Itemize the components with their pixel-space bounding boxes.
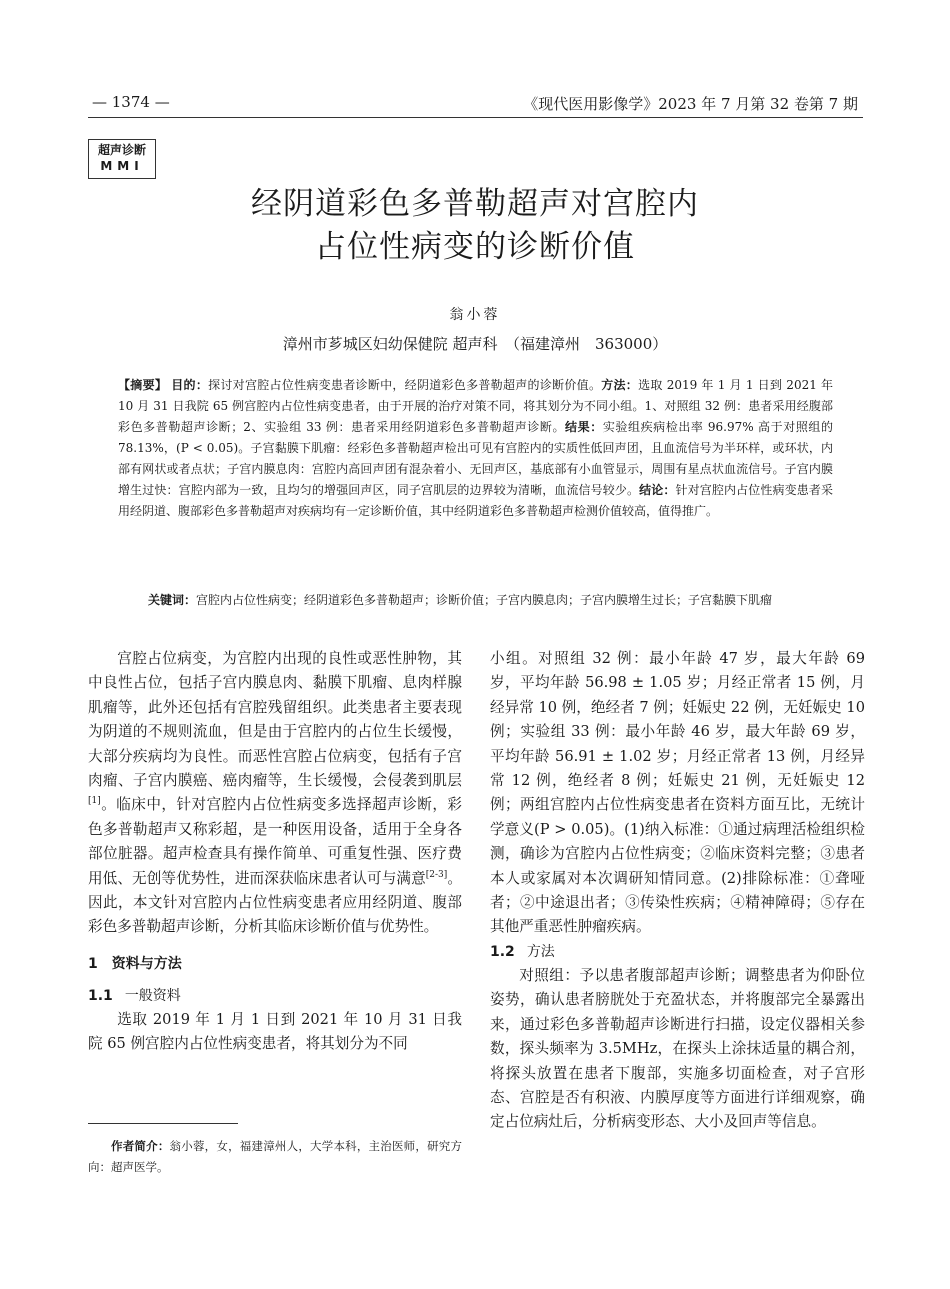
- column-tag-cn: 超声诊断: [97, 143, 146, 157]
- author-footnote: [88, 1136, 462, 1178]
- affiliation: 漳州市芗城区妇幼保健院 超声科 （福建漳州 363000）: [282, 335, 668, 353]
- result-text: 实验组疾病检出率 96.97% 高于对照组的 78.13%，(P < 0.05)。子宫黏膜下肌瘤：经彩色多普勒超声检出可见有宫腔内的实质性低回声团，且血流信号为半环样，或环状，内部有网状或者点状；子宫内膜息肉：宫腔内高回声团有混杂着小、无回声区，基底部有小血管显示，周围有星点状血流信号。子宫内膜增生过快：宫腔内部为一致，且均匀的增强回声区，同子宫肌层的边界较为清晰，血流信号较少。: [118, 420, 833, 497]
- keywords: [118, 590, 833, 611]
- footnote-label: 作者简介：: [111, 1139, 170, 1153]
- intro-paragraph: [88, 647, 462, 940]
- page-number: — 1374 —: [92, 93, 170, 111]
- general-info-paragraph: 选取 2019 年 1 月 1 日到 2021 年 10 月 31 日我院 65 例宫腔内占位性病变患者，将其划分为不同: [88, 1010, 462, 1053]
- author: 翁小蓉: [449, 307, 501, 323]
- citation-2-3: [2-3]: [425, 869, 448, 880]
- subsection-title: 方法: [526, 943, 555, 960]
- keywords-label: 关键词：: [148, 593, 197, 607]
- objective-text: 探讨对宫腔占位性病变患者诊断中，经阴道彩色多普勒超声的诊断价值。: [208, 378, 602, 392]
- abstract: [118, 375, 833, 522]
- subsection-title: 一般资料: [124, 987, 181, 1004]
- footnote-text: 翁小蓉，女，福建漳州人，大学本科，主治医师，研究方向：超声医学。: [88, 1139, 463, 1174]
- column-tag: [88, 139, 156, 179]
- method-paragraph: 对照组：予以患者腹部超声诊断；调整患者为仰卧位姿势，确认患者膀胱处于充盈状态，并将腹部完全暴露出来，通过彩色多普勒超声诊断进行扫描，设定仪器相关参数，探头频率为 3.5MHz，在探头上涂抹适量的耦合剂，将探头放置在患者下腹部，实施多切面检查，对子宫形态、宫腔是否有积液、内膜厚度等方面进行详细观察，确定占位病灶后，分析病变形态、大小及回声等信息。: [490, 966, 865, 1131]
- objective-label: 目的：: [171, 378, 209, 392]
- conclusion-label: 结论：: [639, 483, 676, 497]
- section-heading-1: 1 资料与方法: [88, 955, 182, 972]
- title-line-2: 占位性病变的诊断价值: [315, 229, 635, 265]
- general-info-paragraph-cont: 小组。对照组 32 例：最小年龄 47 岁，最大年龄 69 岁，平均年龄 56.98 ± 1.05 岁；月经正常者 15 例，月经异常 10 例，绝经者 7 例；妊娠史 22 例，无妊娠史 10 例；实验组 33 例：最小年龄 46 岁，最大年龄 69 岁，平均年龄 56.91 ± 1.02 岁；月经正常者 13 例，月经异常 12 例，绝经者 8 例；妊娠史 21 例，无妊娠史 12 例；两组宫腔内占位性病变患者在资料方面互比，无统计学意义(P > 0.05)。(1)纳入标准：①通过病理活检组织检测，确诊为宫腔内占位性病变；②临床资料完整；③患者本人或家属对本次调研知情同意。(2)排除标准：①聋哑者；②中途退出者；③传染性疾病；④精神障碍；⑤存在其他严重恶性肿瘤疾病。: [490, 650, 865, 936]
- header-rule: [88, 117, 863, 118]
- right-column: [490, 647, 865, 1135]
- abstract-label: 【摘要】: [118, 378, 168, 392]
- column-tag-en: MMI: [100, 158, 144, 173]
- intro-text-2: 。临床中，针对宫腔内占位性病变多选择超声诊断，彩色多普勒超声又称彩超，是一种医用设备，适用于全身各部位脏器。超声检查具有操作简单、可重复性强、医疗费用低、无创等优势性，进而深获临床患者认可与满意: [88, 796, 462, 887]
- intro-text-3: 。因此，本文针对宫腔内占位性病变患者应用经阴道、腹部彩色多普勒超声诊断，分析其临床诊断价值与优势性。: [88, 869, 462, 936]
- method-label: 方法：: [601, 378, 639, 392]
- method-text: 选取 2019 年 1 月 1 日到 2021 年 10 月 31 日我院 65 例宫腔内占位性病变患者，由于开展的治疗对策不同，将其划分为不同小组。1、对照组 32 例：患者采用经腹部彩色多普勒超声诊断；2、实验组 33 例：患者采用经阴道彩色多普勒超声诊断。: [118, 378, 833, 434]
- intro-text-1: 宫腔占位病变，为宫腔内出现的良性或恶性肿物，其中良性占位，包括子宫内膜息肉、黏膜下肌瘤、息肉样腺肌瘤等，此外还包括有宫腔残留组织。此类患者主要表现为阴道的不规则流血，但是由于宫腔内的占位生长缓慢，大部分疾病均为良性。而恶性宫腔占位病变，包括有子宫肉瘤、子宫内膜癌、癌肉瘤等，生长缓慢，会侵袭到肌层: [88, 650, 462, 790]
- subsection-heading-1-1: [88, 984, 462, 1008]
- keywords-text: 宫腔内占位性病变；经阴道彩色多普勒超声；诊断价值；子宫内膜息肉；子宫内膜增生过长；子宫黏膜下肌瘤: [196, 593, 773, 607]
- conclusion-text: 针对宫腔内占位性病变患者采用经阴道、腹部彩色多普勒超声对疾病均有一定诊断价值，其中经阴道彩色多普勒超声检测价值较高，值得推广。: [118, 483, 833, 518]
- citation-1: [1]: [88, 796, 101, 807]
- footnote-rule: [88, 1123, 238, 1124]
- subsection-number: 1.2: [490, 943, 515, 960]
- journal-header: 《现代医用影像学》2023 年 7 月第 32 卷第 7 期: [523, 95, 858, 113]
- subsection-heading-1-2: [490, 940, 865, 964]
- result-label: 结果：: [565, 420, 603, 434]
- left-column: [88, 647, 462, 1057]
- title-line-1: 经阴道彩色多普勒超声对宫腔内: [251, 186, 699, 222]
- subsection-number: 1.1: [88, 987, 113, 1004]
- paper-title: [120, 183, 830, 269]
